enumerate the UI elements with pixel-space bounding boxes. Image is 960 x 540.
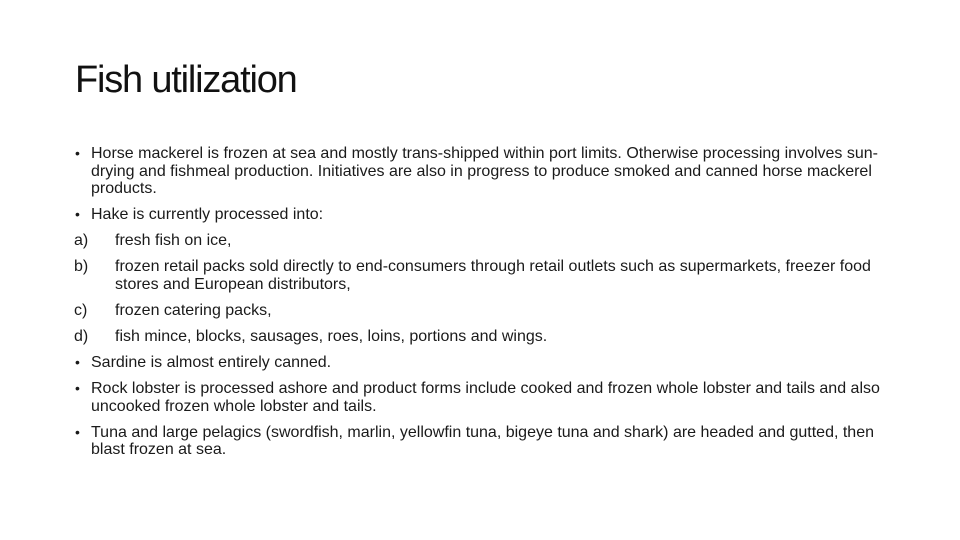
letter-marker: c): [74, 301, 88, 319]
slide-content: [74, 145, 904, 467]
list-item-text: Sardine is almost entirely canned.: [91, 354, 332, 372]
bullet-marker: •: [75, 423, 80, 440]
list-item: [74, 258, 904, 293]
list-item-text: fresh fish on ice,: [115, 232, 232, 250]
list-item: [74, 206, 904, 224]
list-item: [74, 424, 904, 459]
bullet-marker: •: [75, 380, 80, 397]
letter-marker: a): [74, 232, 89, 250]
list-item: [74, 354, 904, 372]
bullet-marker: •: [75, 354, 80, 371]
bullet-marker: •: [75, 206, 80, 223]
list-item: [74, 232, 904, 250]
list-item-text: Rock lobster is processed ashore and product forms include cooked and frozen whole lobster and tails and also uncooked frozen whole lobster and tails.: [91, 380, 880, 415]
list-item-text: Tuna and large pelagics (swordfish, marlin, yellowfin tuna, bigeye tuna and shark) are headed and gutted, then blast frozen at sea.: [91, 423, 874, 459]
list-item-text: Horse mackerel is frozen at sea and mostly trans-shipped within port limits. Otherwise processing involves sun-drying and fishmeal production. Initiatives are also in progress to produce smoked and canned horse mackerel products.: [91, 145, 878, 197]
list-item: [74, 302, 904, 320]
slide-title: Fish utilization: [75, 59, 297, 101]
list-item: [74, 145, 904, 198]
list-item-text: frozen catering packs,: [115, 301, 272, 319]
letter-marker: b): [74, 258, 89, 276]
list-item-text: fish mince, blocks, sausages, roes, loins, portions and wings.: [115, 327, 548, 345]
list-item-text: Hake is currently processed into:: [91, 206, 324, 224]
bullet-marker: •: [75, 145, 80, 161]
letter-marker: d): [74, 327, 89, 345]
list-item: [74, 380, 904, 415]
list-item: [74, 328, 904, 346]
list-item-text: frozen retail packs sold directly to end-consumers through retail outlets such as supermarkets, freezer food stores and European distributors,: [115, 258, 871, 293]
